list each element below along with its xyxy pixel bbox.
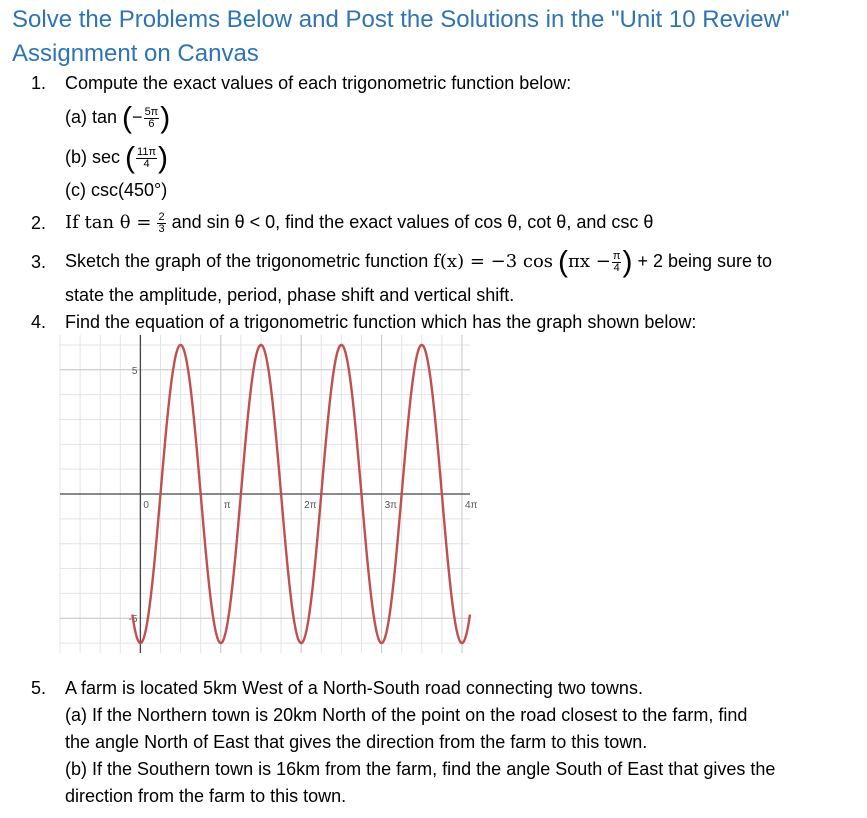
problem-3-number: 3.: [31, 252, 47, 272]
x-tick-label: 2π: [304, 500, 317, 511]
problem-2-if: If tan θ =: [65, 212, 152, 233]
problem-5-line-2: (a) If the Northern town is 20km North of the point on the road closest to the farm, find: [65, 705, 748, 725]
problem-1b-numerator: 11π: [137, 145, 157, 158]
problem-1a-numerator: 5π: [144, 105, 159, 118]
x-tick-label: π: [223, 500, 231, 511]
problem-2-text: [65, 207, 653, 237]
problem-3-post: + 2 being sure to: [637, 251, 773, 271]
x-tick-label: 3π: [384, 500, 398, 511]
problem-1-number: 1.: [31, 73, 47, 93]
x-tick-label: 0: [143, 500, 149, 511]
problem-1b: (b) sec ( $\frac{11\pi}{4}$ ): [65, 141, 169, 175]
problem-5-line-4: (b) If the Southern town is 16km from the farm, find the angle South of East that gives the: [65, 759, 776, 779]
problem-1a-sign: −: [132, 107, 143, 127]
problem-3-pre: Sketch the graph of the trigonometric function: [65, 251, 429, 271]
y-tick-label: -5: [128, 614, 138, 626]
problem-5-line-1: A farm is located 5km West of a North-South road connecting two towns.: [65, 678, 643, 698]
page-title-line-2: Assignment on Canvas: [12, 40, 259, 67]
problem-2-rest: and sin θ < 0, find the exact values of cos θ, cot θ, and csc θ: [171, 212, 654, 232]
problem-5-line-3: the angle North of East that gives the direction from the farm to this town.: [65, 732, 648, 752]
problem-5-number: 5.: [31, 678, 47, 698]
problem-1a: (a) tan (− $\frac{5\pi}{6}$ ): [65, 101, 171, 135]
problem-4-text: Find the equation of a trigonometric function which has the graph shown below:: [65, 312, 697, 332]
problem-3-line-2: state the amplitude, period, phase shift and vertical shift.: [65, 285, 515, 305]
problem-1b-denominator: 4: [143, 157, 150, 170]
problem-3-arg: πx −: [568, 251, 611, 272]
page-title-line-1: Solve the Problems Below and Post the Solutions in the "Unit 10 Review": [12, 6, 790, 33]
problem-3-numerator: π: [612, 249, 621, 262]
problem-1a-denominator: 6: [148, 117, 155, 130]
problem-2-number: 2.: [31, 213, 47, 233]
problem-1-text: Compute the exact values of each trigonometric function below:: [65, 73, 572, 93]
problem-2-denominator: 3: [158, 222, 165, 235]
sinusoid-graph: [60, 335, 478, 653]
problem-2-numerator: 2: [158, 210, 165, 223]
problem-1a-label: (a) tan: [65, 107, 118, 127]
problem-4-number: 4.: [31, 312, 47, 332]
problem-3-text: Sketch the graph of the trigonometric function f(x) = −3 cos (πx − $\frac{\pi}{4}$ ) + 2 being sure to: [65, 245, 773, 279]
y-tick-label: 5: [131, 365, 138, 377]
problem-3-fx: f(x) = −3 cos: [433, 251, 554, 272]
problem-5-line-5: direction from the farm to this town.: [65, 786, 347, 806]
x-tick-label: 4π: [464, 500, 478, 511]
problem-1c: (c) csc(450°): [65, 180, 168, 200]
problem-1b-label: (b) sec: [65, 147, 121, 167]
problem-3-denominator: 4: [613, 261, 620, 274]
